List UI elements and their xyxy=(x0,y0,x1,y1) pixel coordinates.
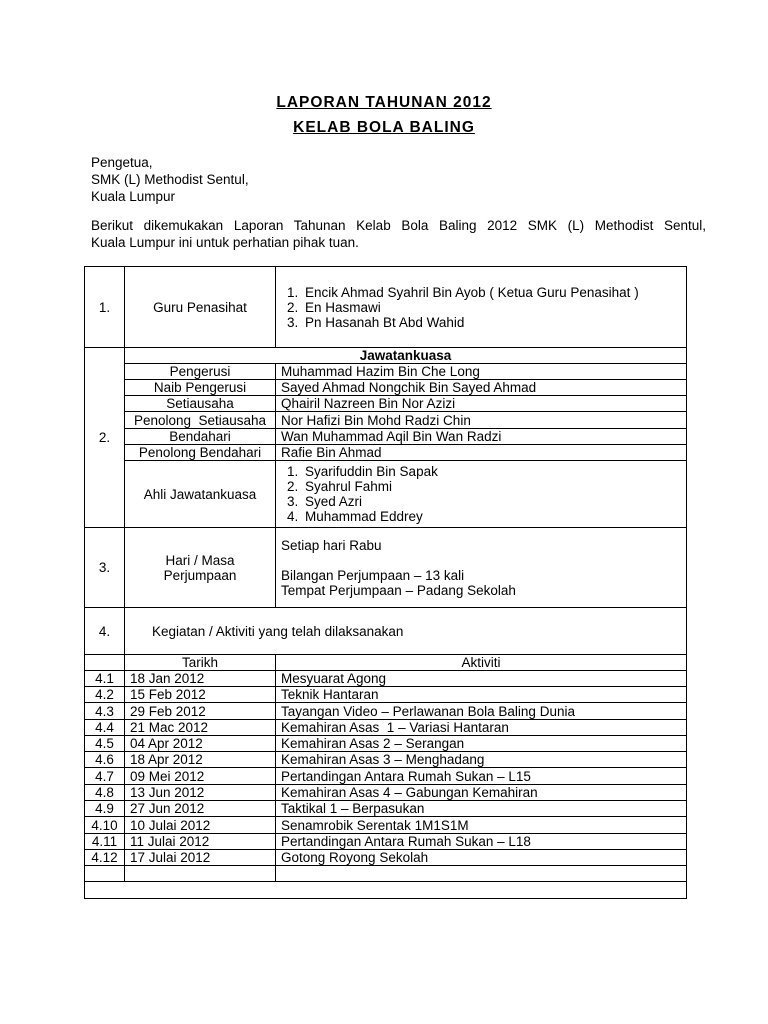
club-title: KELAB BOLA BALING xyxy=(293,119,475,136)
meeting-place: Tempat Perjumpaan – Padang Sekolah xyxy=(281,582,516,598)
activity-cell: Taktikal 1 – Berpasukan xyxy=(276,801,687,817)
section-number: 2. xyxy=(85,348,125,528)
name-cell: Qhairil Nazreen Bin Nor Azizi xyxy=(276,396,687,412)
table-row xyxy=(85,380,687,396)
name-cell: Muhammad Hazim Bin Che Long xyxy=(276,364,687,380)
role-cell: Pengerusi xyxy=(125,364,276,380)
section-advisors-row xyxy=(85,267,687,348)
role-cell: Setiausaha xyxy=(125,396,276,412)
row-number: 4.6 xyxy=(85,752,125,768)
name-cell: Sayed Ahmad Nongchik Bin Sayed Ahmad xyxy=(276,380,687,396)
activity-cell: Kemahiran Asas 2 – Serangan xyxy=(276,736,687,752)
table-row xyxy=(85,817,687,834)
date-cell: 11 Julai 2012 xyxy=(125,834,276,850)
activity-cell: Mesyuarat Agong xyxy=(276,671,687,687)
date-cell: 21 Mac 2012 xyxy=(125,720,276,736)
table-row xyxy=(85,785,687,801)
date-cell: 09 Mei 2012 xyxy=(125,768,276,785)
date-cell: 29 Feb 2012 xyxy=(125,703,276,720)
table-row xyxy=(85,412,687,429)
date-cell: 17 Julai 2012 xyxy=(125,850,276,866)
table-row xyxy=(85,703,687,720)
empty-cell xyxy=(85,655,125,671)
meeting-day: Setiap hari Rabu xyxy=(281,537,382,553)
row-number: 4.7 xyxy=(85,768,125,785)
activity-cell: Gotong Royong Sekolah xyxy=(276,850,687,866)
table-row xyxy=(85,687,687,703)
members-cell xyxy=(276,461,687,528)
section-number: 4. xyxy=(85,608,125,655)
name-cell: Rafie Bin Ahmad xyxy=(276,445,687,461)
table-row xyxy=(85,768,687,785)
date-cell: 18 Jan 2012 xyxy=(125,671,276,687)
row-number: 4.1 xyxy=(85,671,125,687)
row-number: 4.8 xyxy=(85,785,125,801)
advisor-list xyxy=(281,285,681,330)
activity-cell: Senamrobik Serentak 1M1S1M xyxy=(276,817,687,834)
activity-cell: Kemahiran Asas 4 – Gabungan Kemahiran xyxy=(276,785,687,801)
section-label xyxy=(125,528,276,608)
row-number: 4.12 xyxy=(85,850,125,866)
activity-cell: Pertandingan Antara Rumah Sukan – L18 xyxy=(276,834,687,850)
empty-cell xyxy=(85,882,687,899)
table-row xyxy=(85,834,687,850)
advisor-list-cell xyxy=(276,267,687,348)
meeting-count: Bilangan Perjumpaan – 13 kali xyxy=(281,567,465,583)
section-number: 1. xyxy=(85,267,125,348)
role-cell: Bendahari xyxy=(125,429,276,445)
intro-paragraph xyxy=(91,217,706,251)
section-meeting-row xyxy=(85,528,687,608)
activity-header-row xyxy=(85,655,687,671)
date-cell: 04 Apr 2012 xyxy=(125,736,276,752)
list-item: 3. Syed Azri xyxy=(302,494,681,509)
list-item: 2. En Hasmawi xyxy=(302,300,681,315)
row-number: 4.3 xyxy=(85,703,125,720)
empty-cell xyxy=(276,866,687,882)
empty-cell xyxy=(85,866,125,882)
address-line: SMK (L) Methodist Sentul, xyxy=(91,172,249,187)
role-cell: Naib Pengerusi xyxy=(125,380,276,396)
address-line: Pengetua, xyxy=(91,155,153,170)
table-row xyxy=(85,429,687,445)
table-row xyxy=(85,752,687,768)
table-row xyxy=(85,396,687,412)
section-number: 3. xyxy=(85,528,125,608)
table-row xyxy=(85,364,687,380)
column-header-activity: Aktiviti xyxy=(276,655,687,671)
member-list xyxy=(281,464,681,524)
list-item: 1. Syarifuddin Bin Sapak xyxy=(302,464,681,479)
activity-cell: Teknik Hantaran xyxy=(276,687,687,703)
address-line: Kuala Lumpur xyxy=(91,189,176,204)
row-number: 4.11 xyxy=(85,834,125,850)
role-cell: Penolong Bendahari xyxy=(125,445,276,461)
label-line: Hari / Masa xyxy=(165,552,235,568)
activity-cell: Tayangan Video – Perlawanan Bola Baling Dunia xyxy=(276,703,687,720)
empty-cell xyxy=(125,866,276,882)
meeting-details-cell xyxy=(276,528,687,608)
row-number: 4.5 xyxy=(85,736,125,752)
date-cell: 18 Apr 2012 xyxy=(125,752,276,768)
row-number: 4.10 xyxy=(85,817,125,834)
intro-line: Berikut dikemukakan Laporan Tahunan Kelab Bola Baling 2012 SMK (L) Methodist Sentul, xyxy=(91,218,706,233)
date-cell: 13 Jun 2012 xyxy=(125,785,276,801)
table-row xyxy=(85,445,687,461)
list-item: 4. Muhammad Eddrey xyxy=(302,509,681,524)
row-number: 4.4 xyxy=(85,720,125,736)
table-row xyxy=(85,850,687,866)
role-cell: Penolong Setiausaha xyxy=(125,412,276,429)
report-title: LAPORAN TAHUNAN 2012 xyxy=(276,94,492,111)
list-item: 1. Encik Ahmad Syahril Bin Ayob ( Ketua Guru Penasihat ) xyxy=(302,285,681,300)
empty-row xyxy=(85,866,687,882)
column-header-date: Tarikh xyxy=(125,655,276,671)
date-cell: 15 Feb 2012 xyxy=(125,687,276,703)
table-row xyxy=(85,720,687,736)
section-label: Kegiatan / Aktiviti yang telah dilaksanakan xyxy=(125,608,687,655)
empty-row xyxy=(85,882,687,899)
table-row xyxy=(85,736,687,752)
table-row xyxy=(85,801,687,817)
activity-cell: Pertandingan Antara Rumah Sukan – L15 xyxy=(276,768,687,785)
list-item: 2. Syahrul Fahmi xyxy=(302,479,681,494)
recipient-address xyxy=(91,154,249,205)
section-label: Guru Penasihat xyxy=(125,267,276,348)
committee-header: Jawatankuasa xyxy=(125,348,687,364)
committee-members-row xyxy=(85,461,687,528)
date-cell: 10 Julai 2012 xyxy=(125,817,276,834)
report-table xyxy=(84,266,687,899)
name-cell: Wan Muhammad Aqil Bin Wan Radzi xyxy=(276,429,687,445)
row-number: 4.2 xyxy=(85,687,125,703)
activity-cell: Kemahiran Asas 1 – Variasi Hantaran xyxy=(276,720,687,736)
label-line: Perjumpaan xyxy=(163,567,237,583)
section-activities-row xyxy=(85,608,687,655)
role-cell: Ahli Jawatankuasa xyxy=(125,461,276,528)
committee-header-row xyxy=(85,348,687,364)
date-cell: 27 Jun 2012 xyxy=(125,801,276,817)
row-number: 4.9 xyxy=(85,801,125,817)
table-row xyxy=(85,671,687,687)
intro-line: Kuala Lumpur ini untuk perhatian pihak tuan. xyxy=(91,235,359,250)
name-cell: Nor Hafizi Bin Mohd Radzi Chin xyxy=(276,412,687,429)
list-item: 3. Pn Hasanah Bt Abd Wahid xyxy=(302,315,681,330)
activity-cell: Kemahiran Asas 3 – Menghadang xyxy=(276,752,687,768)
